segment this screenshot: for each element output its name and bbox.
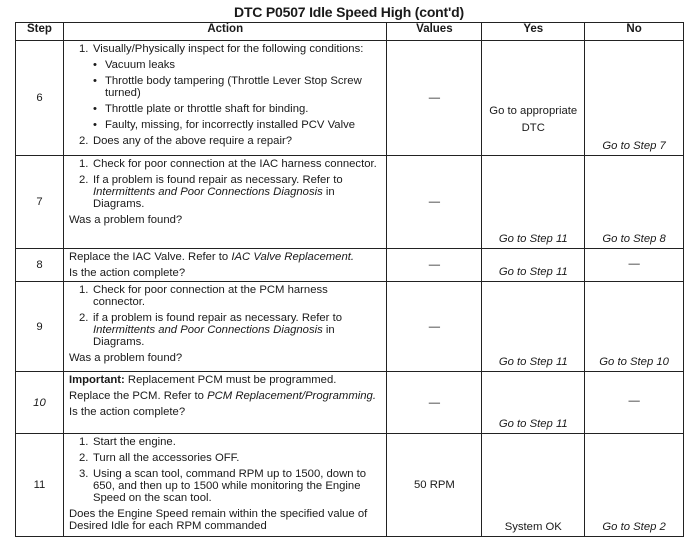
text-segment: Start the engine.: [92, 436, 176, 448]
item-text: [105, 75, 383, 99]
no-result: Go to Step 2: [585, 434, 684, 537]
reference-link: Intermittents and Poor Connections Diagnosis: [92, 324, 323, 336]
step-number: 7: [16, 156, 64, 249]
item-text: [93, 174, 383, 210]
action-cell: [63, 156, 387, 249]
text-segment: Replacement PCM must be programmed.: [124, 374, 337, 386]
action-cell: [63, 434, 387, 537]
item-marker: 2.: [78, 135, 89, 147]
table-header-row: [16, 23, 684, 41]
numbered-item: [69, 312, 383, 348]
item-text: [69, 374, 383, 386]
item-marker: 2.: [78, 174, 89, 186]
text-segment: Check for poor connection at the IAC harness connector.: [92, 158, 377, 170]
reference-link: PCM Replacement/Programming.: [207, 390, 376, 402]
item-text: [69, 390, 383, 402]
item-text: [105, 119, 383, 131]
yes-result: System OK: [482, 434, 585, 537]
reference-link: Intermittents and Poor Connections Diagnosis: [92, 186, 323, 198]
text-segment: in Diagrams.: [92, 186, 335, 210]
action-line: [69, 508, 383, 532]
item-marker: 1.: [78, 284, 89, 296]
step-number: 9: [16, 282, 64, 372]
values-cell: —: [387, 249, 482, 282]
action-line: [69, 352, 383, 364]
item-text: [69, 267, 383, 279]
item-text: [69, 406, 383, 418]
values-cell: —: [387, 372, 482, 434]
item-marker: •: [92, 75, 97, 87]
header-yes: Yes: [482, 23, 585, 41]
step-number: 8: [16, 249, 64, 282]
item-text: [93, 436, 383, 448]
bullet-item: [69, 59, 383, 71]
item-text: [93, 468, 383, 504]
table-row: [16, 434, 684, 537]
item-marker: •: [92, 103, 97, 115]
text-segment: Throttle body tampering (Throttle Lever Stop Screw turned): [104, 75, 362, 99]
step-number: 6: [16, 41, 64, 156]
item-text: [93, 284, 383, 308]
diagnostic-table: [15, 22, 684, 537]
numbered-item: [69, 158, 383, 170]
text-segment: in Diagrams.: [92, 324, 335, 348]
values-cell: —: [387, 282, 482, 372]
numbered-item: [69, 135, 383, 147]
table-row: [16, 156, 684, 249]
no-result: Go to Step 8: [585, 156, 684, 249]
text-segment: Throttle plate or throttle shaft for binding.: [104, 103, 309, 115]
table-row: [16, 372, 684, 434]
item-marker: 1.: [78, 436, 89, 448]
numbered-item: [69, 452, 383, 464]
item-marker: 2.: [78, 312, 89, 324]
text-segment: Faulty, missing, for incorrectly installed PCV Valve: [104, 119, 356, 131]
no-result: Go to Step 7: [585, 41, 684, 156]
item-text: [93, 158, 383, 170]
numbered-item: [69, 436, 383, 448]
numbered-item: [69, 284, 383, 308]
table-row: [16, 41, 684, 156]
action-cell: [63, 282, 387, 372]
item-marker: 1.: [78, 158, 89, 170]
header-values: Values: [387, 23, 482, 41]
reference-link: IAC Valve Replacement.: [231, 251, 355, 263]
numbered-item: [69, 468, 383, 504]
item-marker: 2.: [78, 452, 89, 464]
item-text: [93, 135, 383, 147]
text-segment: Does the Engine Speed remain within the specified value of Desired Idle for each RPM commanded: [68, 508, 368, 532]
step-number: 10: [16, 372, 64, 434]
text-segment: Was a problem found?: [68, 352, 183, 364]
text-segment: Using a scan tool, command RPM up to 1500, down to 650, and then up to 1500 while monitoring the Engine Speed on the scan tool.: [92, 468, 367, 504]
item-text: [93, 312, 383, 348]
text-segment: If a problem is found repair as necessary. Refer to: [92, 174, 343, 186]
text-segment: Replace the IAC Valve. Refer to: [68, 251, 232, 263]
text-segment: Check for poor connection at the PCM harness connector.: [92, 284, 328, 308]
action-line: [69, 406, 383, 418]
text-segment: Turn all the accessories OFF.: [92, 452, 240, 464]
header-step: Step: [16, 23, 64, 41]
text-segment: Visually/Physically inspect for the following conditions:: [92, 43, 364, 55]
action-line: [69, 390, 383, 402]
bullet-item: [69, 119, 383, 131]
action-line: [69, 214, 383, 226]
item-marker: •: [92, 119, 97, 131]
bullet-item: [69, 103, 383, 115]
item-text: [69, 508, 383, 532]
table-row: [16, 282, 684, 372]
action-line: [69, 251, 383, 263]
yes-result: Go to appropriate DTC: [482, 41, 585, 156]
item-text: [93, 452, 383, 464]
yes-result: Go to Step 11: [482, 156, 585, 249]
text-segment: Important:: [68, 374, 125, 386]
no-result: —: [585, 372, 684, 434]
text-segment: Replace the PCM. Refer to: [68, 390, 208, 402]
no-result: Go to Step 10: [585, 282, 684, 372]
bullet-item: [69, 75, 383, 99]
text-segment: Was a problem found?: [68, 214, 183, 226]
numbered-item: [69, 174, 383, 210]
no-result: —: [585, 249, 684, 282]
values-cell: —: [387, 156, 482, 249]
item-marker: 1.: [78, 43, 89, 55]
action-cell: [63, 249, 387, 282]
item-marker: •: [92, 59, 97, 71]
yes-result: Go to Step 11: [482, 249, 585, 282]
table-row: [16, 249, 684, 282]
yes-result: Go to Step 11: [482, 282, 585, 372]
item-text: [105, 103, 383, 115]
action-cell: [63, 372, 387, 434]
item-text: [93, 43, 383, 55]
text-segment: if a problem is found repair as necessary. Refer to: [92, 312, 343, 324]
header-no: No: [585, 23, 684, 41]
text-segment: Is the action complete?: [68, 267, 186, 279]
item-text: [69, 251, 383, 263]
item-marker: 3.: [78, 468, 89, 480]
action-line: [69, 267, 383, 279]
step-number: 11: [16, 434, 64, 537]
item-text: [69, 352, 383, 364]
action-line: [69, 374, 383, 386]
item-text: [105, 59, 383, 71]
text-segment: Vacuum leaks: [104, 59, 176, 71]
item-text: [69, 214, 383, 226]
action-cell: [63, 41, 387, 156]
text-segment: Does any of the above require a repair?: [92, 135, 293, 147]
text-segment: Is the action complete?: [68, 406, 186, 418]
yes-result: Go to Step 11: [482, 372, 585, 434]
page-title: DTC P0507 Idle Speed High (cont'd): [234, 4, 464, 20]
values-cell: —: [387, 41, 482, 156]
numbered-item: [69, 43, 383, 55]
header-action: Action: [63, 23, 387, 41]
values-cell: 50 RPM: [387, 434, 482, 537]
